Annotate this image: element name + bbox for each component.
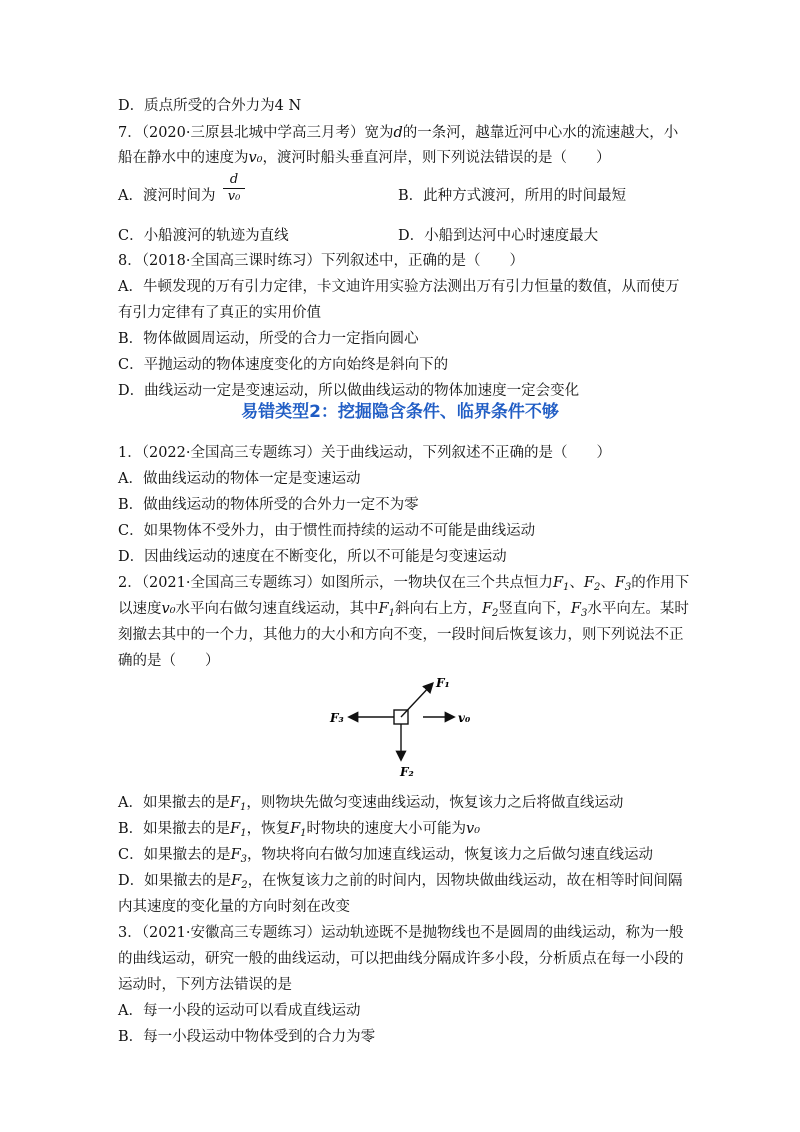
q8-option-d: D．曲线运动一定是变速运动，所以做曲线运动的物体加速度一定会变化 (118, 383, 580, 399)
s2-option-part: D．如果撤去的是 (118, 873, 232, 889)
s2-force-symbol: F (378, 601, 389, 617)
s2-force-subscript: 2 (241, 880, 248, 891)
s3-option-a: A．每一小段的运动可以看成直线运动 (118, 1003, 361, 1019)
s2-option-b (118, 819, 480, 844)
s2-force-f3 (615, 575, 631, 591)
s1-option-b: B．做曲线运动的物体所受的合外力一定不为零 (118, 497, 419, 513)
s2-stem-part: 2．（2021·全国高三专题练习）如图所示，一物块仅在三个共点恒力 (118, 575, 553, 591)
q7-option-c: C．小船渡河的轨迹为直线 (118, 228, 289, 244)
s2-force-symbol: F (231, 873, 242, 889)
s2-force-subscript: 1 (240, 802, 247, 813)
s2-stem-line2 (118, 599, 689, 624)
label-f1: F₁ (436, 676, 450, 690)
q7-stem-part: ，渡河时船头垂直河岸，则下列说法错误的是（ ） (262, 150, 611, 166)
s2-force-subscript: 3 (624, 582, 632, 593)
s2-force-subscript: 1 (388, 608, 395, 619)
s1-option-c: C．如果物体不受外力，由于惯性而持续的运动不可能是曲线运动 (118, 523, 536, 539)
section-heading: 易错类型2：挖掘隐含条件、临界条件不够 (241, 402, 559, 422)
s2-stem-line1 (118, 573, 689, 598)
s2-force-subscript: 3 (240, 854, 248, 865)
s2-force-symbol: F (570, 601, 581, 617)
s2-force-f1 (290, 821, 306, 837)
q7-fraction-numerator: d (229, 172, 239, 187)
q8-stem: 8．（2018·全国高三课时练习）下列叙述中，正确的是（ ） (118, 253, 524, 269)
label-v0: v₀ (458, 711, 471, 725)
s3-stem-line3: 运动时，下列方法错误的是 (118, 977, 292, 993)
s3-stem-line1: 3．（2021·安徽高三专题练习）运动轨迹既不是抛物线也不是圆周的曲线运动，称为一般 (118, 925, 684, 941)
q7-stem-line1 (118, 123, 678, 143)
s2-option-c (118, 845, 653, 870)
s2-force-subscript: 2 (492, 608, 499, 619)
s2-option-part: ，则物块先做匀变速曲线运动，恢复该力之后将做直线运动 (246, 795, 624, 811)
q7-option-b: B．此种方式渡河，所用的时间最短 (398, 188, 627, 204)
s2-var-v0: v₀ (161, 601, 176, 617)
force-diagram (320, 662, 520, 792)
s2-option-part: B．如果撤去的是 (118, 821, 231, 837)
s2-force-f1 (230, 821, 246, 837)
s2-force-symbol: F (552, 575, 564, 591)
s2-force-f2 (482, 601, 498, 617)
s2-option-part: C．如果撤去的是 (118, 847, 231, 863)
s2-option-d-line2: 内其速度的变化量的方向时刻在改变 (118, 899, 350, 915)
s2-option-d-line1 (118, 871, 683, 896)
s2-option-part: 时物块的速度大小可能为 (306, 821, 467, 837)
s2-option-part: ，恢复 (246, 821, 291, 837)
q8-option-a-line1: A．牛顿发现的万有引力定律，卡文迪许用实验方法测出万有引力恒量的数值，从而使万 (118, 279, 680, 295)
s2-force-f3 (231, 847, 247, 863)
s2-force-f2 (231, 873, 247, 889)
s2-stem-part: 的作用下 (631, 575, 690, 591)
s1-option-d: D．因曲线运动的速度在不断变化，所以不可能是匀变速运动 (118, 549, 507, 565)
q8-option-b: B．物体做圆周运动，所受的合力一定指向圆心 (118, 331, 419, 347)
q7-option-a: A．渡河时间为 (118, 188, 216, 204)
s2-force-symbol: F (614, 575, 625, 591)
s2-option-part: ，在恢复该力之前的时间内，因物块做曲线运动，故在相等时间间隔 (247, 873, 683, 889)
s2-option-part: A．如果撤去的是 (118, 795, 230, 811)
q7-stem-part: 船在静水中的速度为 (118, 150, 249, 166)
s2-separator: 、 (569, 575, 584, 591)
q7-stem-part: 的一条河，越靠近河中心水的流速越大，小 (402, 125, 679, 141)
s2-force-subscript: 1 (240, 828, 247, 839)
q8-option-c: C．平抛运动的物体速度变化的方向始终是斜向下的 (118, 357, 449, 373)
s2-force-f1 (553, 575, 569, 591)
q7-var-d: d (393, 125, 403, 141)
s2-stem-part: 水平向左。某时 (587, 601, 689, 617)
s2-force-subscript: 2 (593, 582, 601, 593)
q7-fraction-denominator: v₀ (227, 189, 241, 204)
s2-force-symbol: F (481, 601, 493, 617)
s1-option-a: A．做曲线运动的物体一定是变速运动 (118, 471, 361, 487)
s2-stem-part: 水平向右做匀速直线运动，其中 (175, 601, 379, 617)
s2-force-symbol: F (583, 575, 594, 591)
q8-option-a-line2: 有引力定律有了真正的实用价值 (118, 305, 321, 321)
s2-stem-part: 竖直向下， (498, 601, 571, 617)
s2-var-v0: v₀ (466, 821, 481, 837)
f1-arrow (401, 684, 432, 717)
q7-stem-line2 (118, 148, 611, 168)
s2-option-a (118, 793, 623, 818)
s2-stem-part: 斜向右上方， (394, 601, 482, 617)
q7-option-d: D．小船到达河中心时速度最大 (398, 228, 599, 244)
s2-force-symbol: F (290, 821, 301, 837)
s1-stem: 1．（2022·全国高三专题练习）关于曲线运动，下列叙述不正确的是（ ） (118, 445, 611, 461)
s2-force-subscript: 3 (580, 608, 588, 619)
label-f2: F₂ (400, 765, 414, 779)
s2-force-f3 (571, 601, 587, 617)
s2-stem-line4: 确的是（ ） (118, 653, 220, 669)
s2-force-f1 (230, 795, 246, 811)
s2-force-symbol: F (230, 821, 241, 837)
label-f3: F₃ (330, 711, 344, 725)
s2-stem-part: 以速度 (118, 601, 162, 617)
s3-option-b: B．每一小段运动中物体受到的合力为零 (118, 1029, 376, 1045)
prev-option-d: D．质点所受的合外力为4 N (118, 98, 302, 114)
s2-force-subscript: 1 (300, 828, 307, 839)
s2-force-f1 (379, 601, 395, 617)
q7-var-v0: v₀ (248, 150, 263, 166)
s2-force-symbol: F (229, 795, 241, 811)
s3-stem-line2: 的曲线运动，研究一般的曲线运动，可以把曲线分隔成许多小段，分析质点在每一小段的 (118, 951, 684, 967)
s2-force-f2 (584, 575, 600, 591)
s2-force-symbol: F (230, 847, 241, 863)
s2-option-part: ，物块将向右做匀加速直线运动，恢复该力之后做匀速直线运动 (247, 847, 654, 863)
s2-force-subscript: 1 (563, 582, 570, 593)
q7-stem-part: 7．（2020·三原县北城中学高三月考）宽为 (118, 125, 394, 141)
q7-fraction (223, 172, 245, 205)
s2-separator: 、 (600, 575, 615, 591)
s2-stem-line3: 刻撤去其中的一个力，其他力的大小和方向不变，一段时间后恢复该力，则下列说法不正 (118, 627, 684, 643)
